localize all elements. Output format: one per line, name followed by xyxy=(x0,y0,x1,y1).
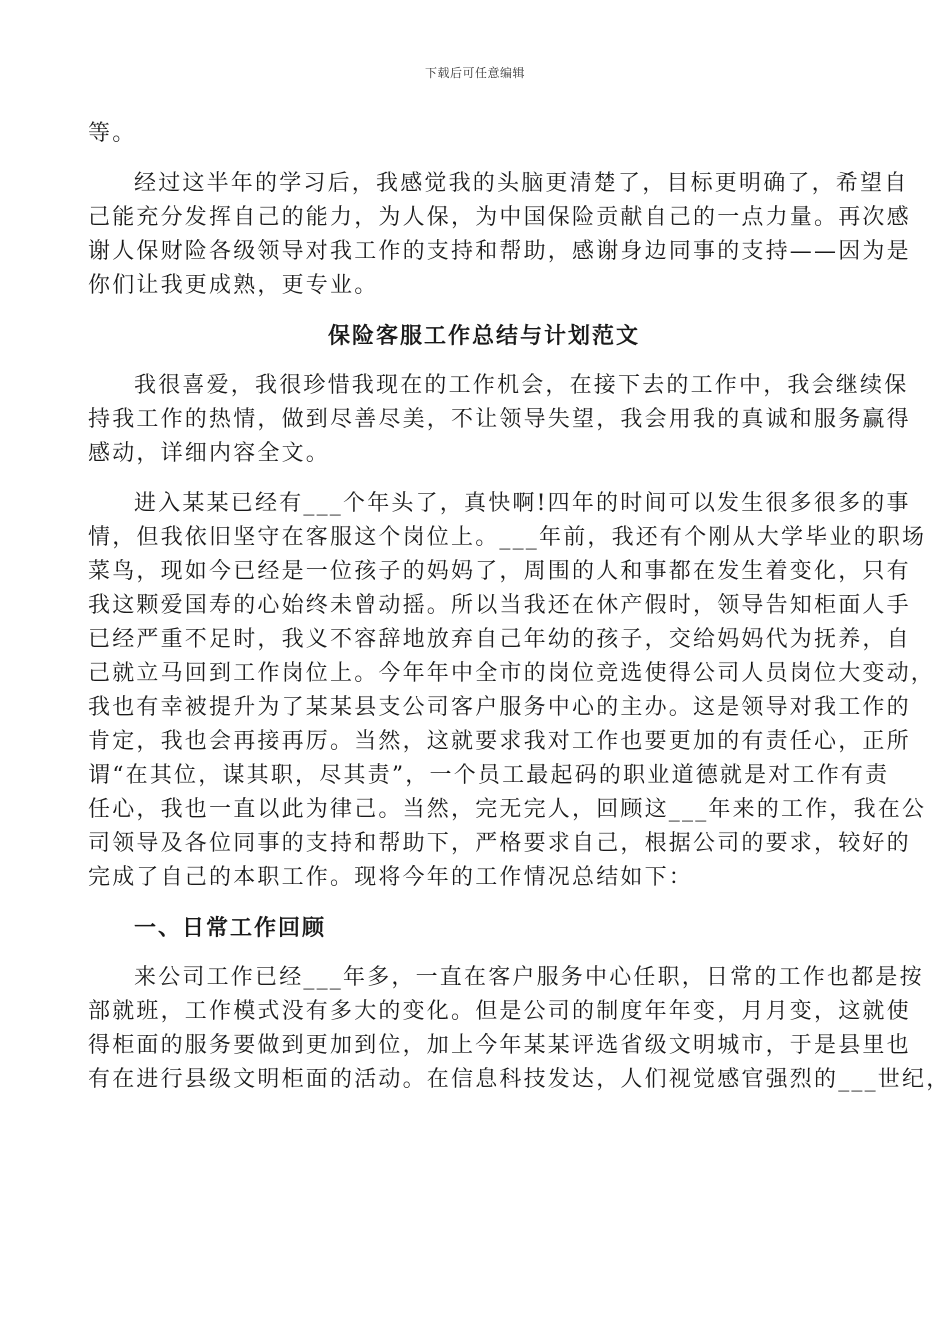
text-line: 菜鸟，现如今已经是一位孩子的妈妈了，周围的人和事都在发生着变化，只有 xyxy=(88,559,911,584)
paragraph-gap xyxy=(88,895,866,911)
text-line: 来公司工作已经___年多，一直在客户服务中心任职，日常的工作也都是按 xyxy=(134,965,924,990)
text-line: 谓“在其位，谋其职，尽其责”，一个员工最起码的职业道德就是对工作有责 xyxy=(88,763,890,788)
text-line: 进入某某已经有___个年头了，真快啊!四年的时间可以发生很多很多的事 xyxy=(134,491,911,516)
text-line: 我这颗爱国寿的心始终未曾动摇。所以当我还在休产假时，领导告知柜面人手 xyxy=(88,593,911,618)
paragraph-gap xyxy=(88,471,866,487)
paragraph-3 xyxy=(88,487,936,895)
text-line: 我很喜爱，我很珍惜我现在的工作机会，在接下去的工作中，我会继续保 xyxy=(134,373,909,398)
paragraph-gap xyxy=(88,151,866,167)
text-line: 完成了自己的本职工作。现将今年的工作情况总结如下： xyxy=(88,865,694,890)
text-line: 有在进行县级文明柜面的活动。在信息科技发达，人们视觉感官强烈的___世纪， xyxy=(88,1067,950,1092)
text-line: 得柜面的服务要做到更加到位，加上今年某某评选省级文明城市，于是县里也 xyxy=(88,1033,911,1058)
paragraph-gap xyxy=(88,945,866,961)
text-line: 肯定，我也会再接再厉。当然，这就要求我对工作也要更加的有责任心，正所 xyxy=(88,729,911,754)
paragraph-0 xyxy=(88,117,866,151)
text-line: 谢人保财险各级领导对我工作的支持和帮助，感谢身边同事的支持——因为是 xyxy=(88,239,911,264)
text-line: 持我工作的热情，做到尽善尽美，不让领导失望，我会用我的真诚和服务赢得 xyxy=(88,407,911,432)
text-line: 感动，详细内容全文。 xyxy=(88,441,331,466)
text-line: 己能充分发挥自己的能力，为人保，为中国保险贡献自己的一点力量。再次感 xyxy=(88,205,911,230)
text-line: 经过这半年的学习后，我感觉我的头脑更清楚了，目标更明确了，希望自 xyxy=(134,171,909,196)
text-line: 任心，我也一直以此为律己。当然，完无完人，回顾这___年来的工作，我在公 xyxy=(88,797,927,822)
paragraph-1 xyxy=(88,167,911,303)
section-heading: 一、日常工作回顾 xyxy=(134,915,327,941)
text-line: 司领导及各位同事的支持和帮助下，严格要求自己，根据公司的要求，较好的 xyxy=(88,831,911,856)
page-header: 下载后可任意编辑 xyxy=(424,66,525,80)
paragraph-2 xyxy=(88,369,911,471)
paragraph-gap xyxy=(88,353,866,369)
paragraph-gap xyxy=(88,303,866,319)
document-body xyxy=(88,117,950,1097)
text-line: 你们让我更成熟，更专业。 xyxy=(88,273,379,298)
document-title: 保险客服工作总结与计划范文 xyxy=(327,323,640,349)
text-line: 已经严重不足时，我义不容辞地放弃自己年幼的孩子，交给妈妈代为抚养，自 xyxy=(88,627,911,652)
paragraph-4 xyxy=(88,961,950,1097)
text-line: 等。 xyxy=(88,121,137,146)
text-line: 情，但我依旧坚守在客服这个岗位上。___年前，我还有个刚从大学毕业的职场 xyxy=(88,525,927,550)
text-line: 我也有幸被提升为了某某县支公司客户服务中心的主办。这是领导对我工作的 xyxy=(88,695,911,720)
text-line: 己就立马回到工作岗位上。今年年中全市的岗位竞选使得公司人员岗位大变动， xyxy=(88,661,936,686)
text-line: 部就班，工作模式没有多大的变化。但是公司的制度年年变，月月变，这就使 xyxy=(88,999,911,1024)
